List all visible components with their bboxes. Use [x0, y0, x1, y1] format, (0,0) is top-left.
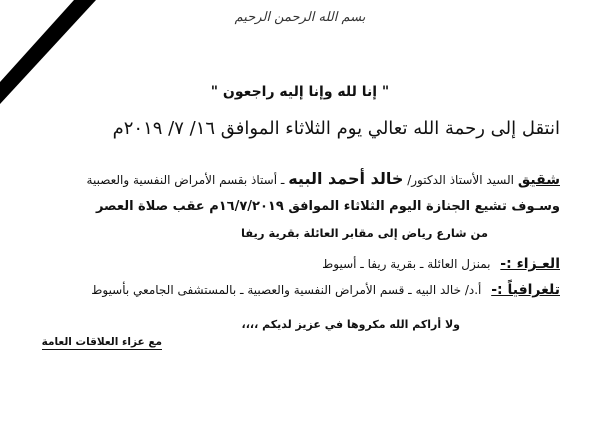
quran-verse: " إنا لله وإنا إليه راجعون " — [210, 84, 390, 100]
brother-position: ـ أستاذ بقسم الأمراض النفسية والعصبية — [86, 173, 285, 187]
brother-lead: شقيق — [517, 172, 560, 188]
brother-title: السيد الأستاذ الدكتور/ — [407, 173, 514, 187]
telegrams-line — [91, 282, 560, 298]
funeral-route-line: من شارع رياض إلى مقابر العائلة بقرية ريفا — [240, 226, 488, 240]
funeral-line: وسـوف تشيع الجنازة اليوم الثلاثاء الموافق ١٦/٧/٢٠١٩م عقب صلاة العصر — [95, 199, 560, 214]
brother-line — [87, 169, 560, 188]
condolences-line — [322, 256, 560, 272]
condolences-label: العـزاء :- — [500, 256, 560, 272]
telegrams-label: تلغرافياً :- — [491, 282, 560, 298]
condolences-text: بمنزل العائلة ـ بقرية ريفا ـ أسيوط — [322, 257, 491, 271]
brother-name: خالد أحمد البيه — [288, 169, 404, 188]
basmala: بسم الله الرحمن الرحيم — [234, 10, 366, 25]
signature: مع عزاء العلاقات العامة — [41, 336, 162, 348]
death-announcement-headline: انتقل إلى رحمة الله تعالي يوم الثلاثاء الموافق ١٦/ ٧/ ٢٠١٩م — [112, 118, 560, 139]
closing-line: ولا أراكم الله مكروها في عزيز لديكم ،،،، — [241, 318, 460, 331]
telegrams-text: أ.د/ خالد البيه ـ قسم الأمراض النفسية والعصبية ـ بالمستشفى الجامعي بأسيوط — [91, 283, 482, 297]
